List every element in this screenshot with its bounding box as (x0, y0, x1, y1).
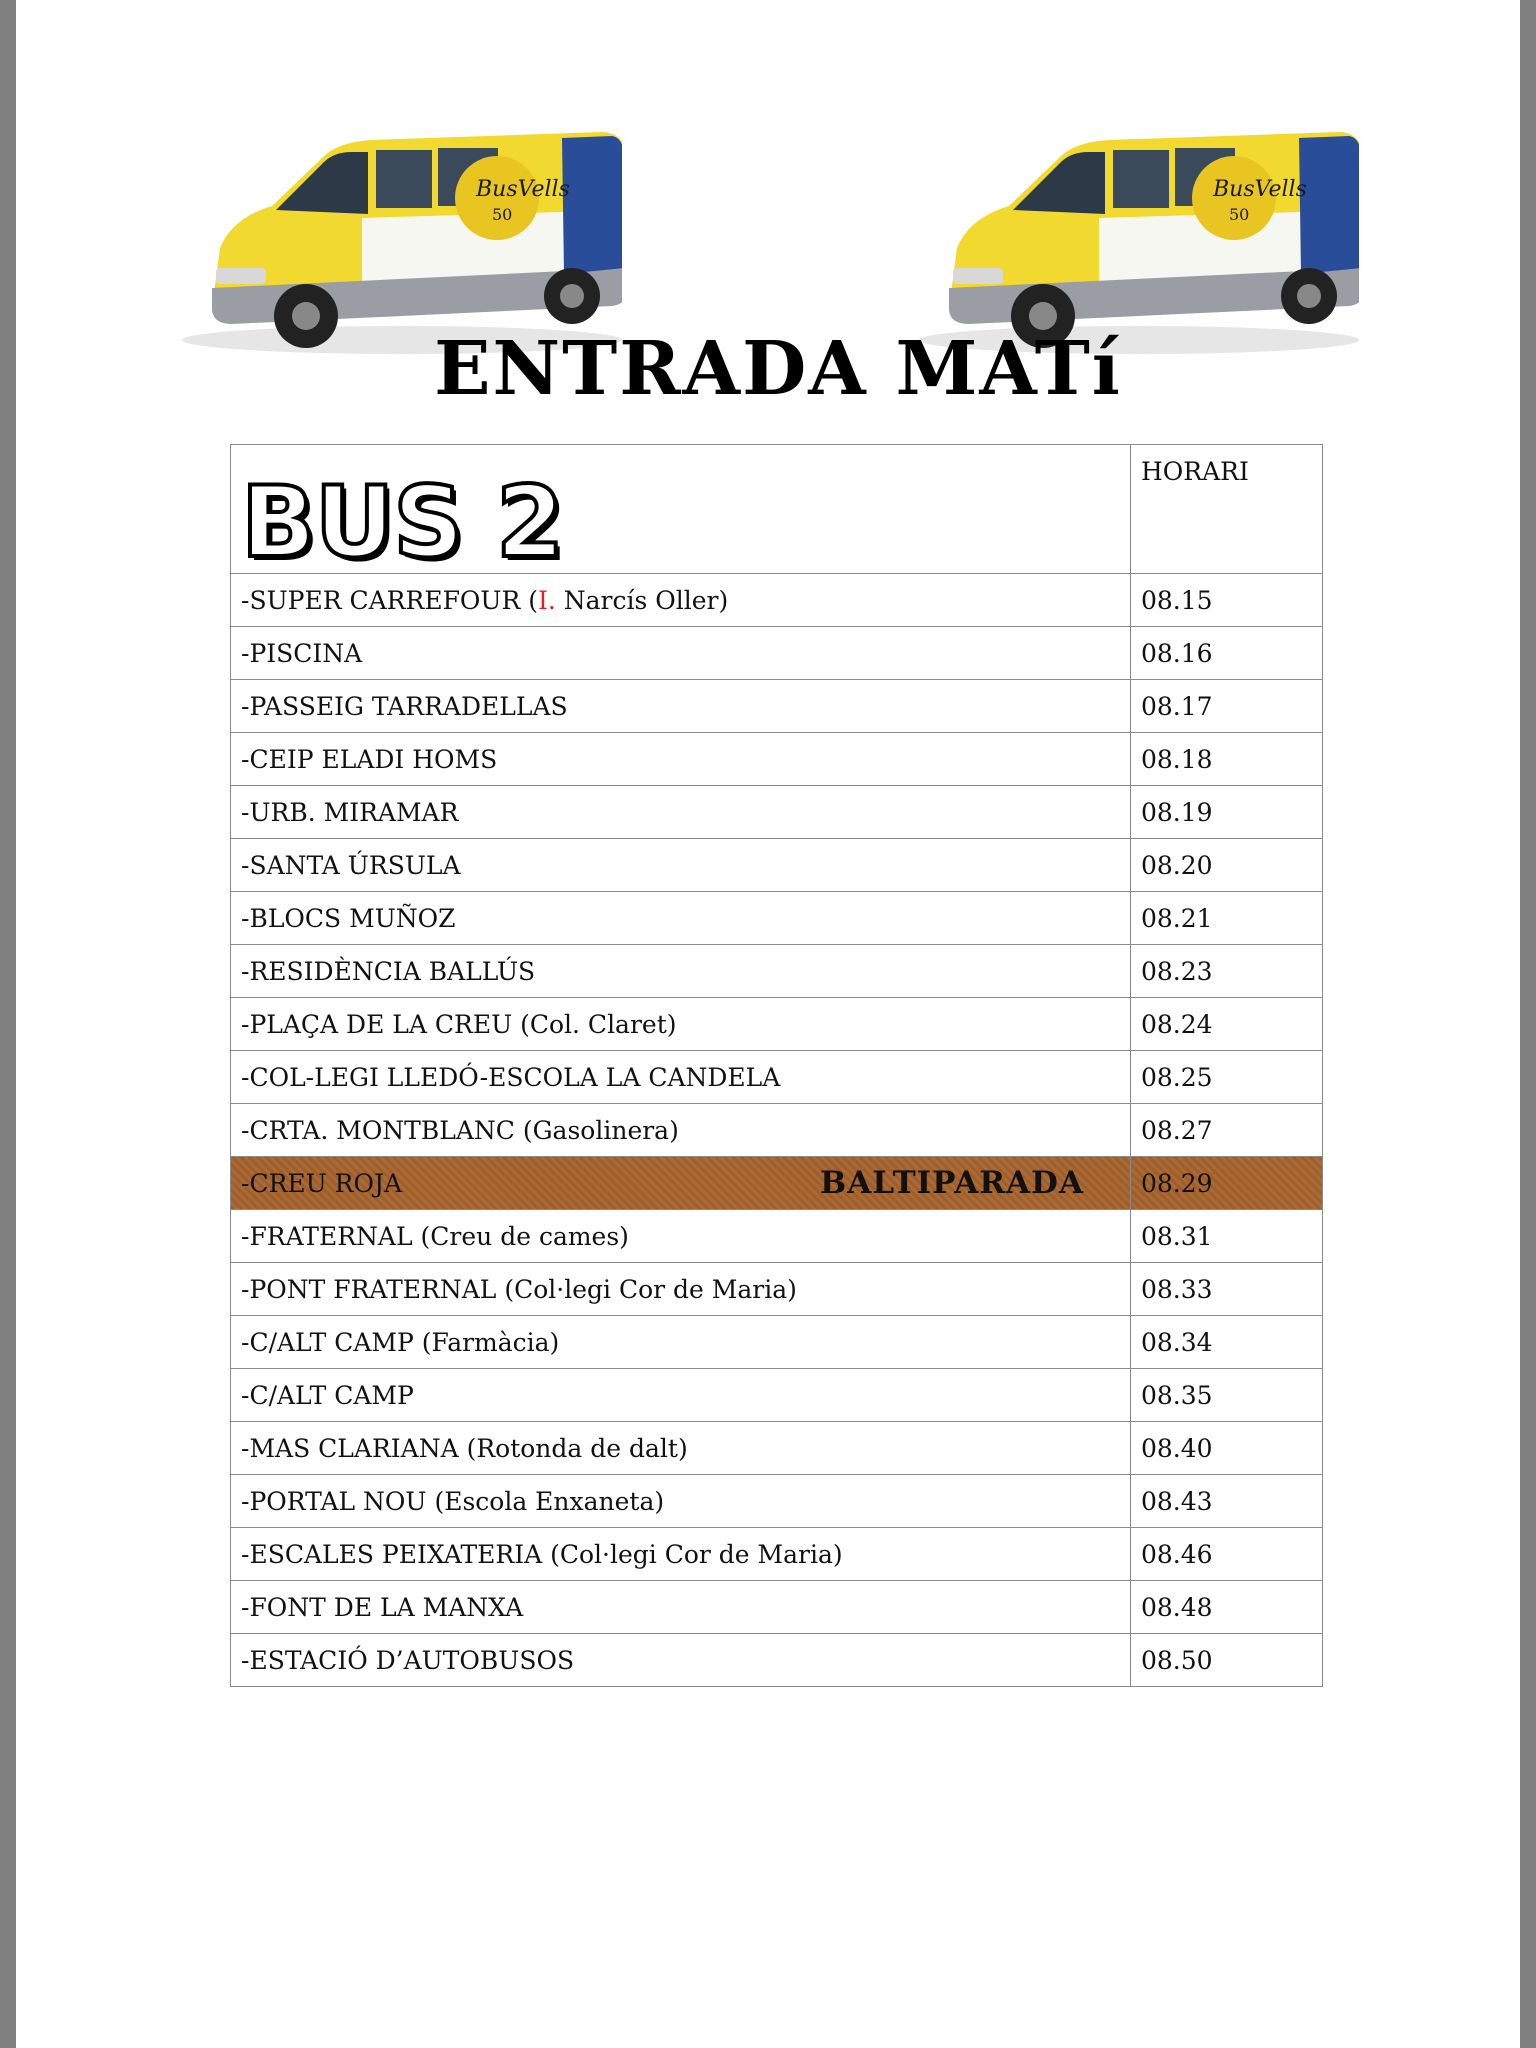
table-row (231, 839, 1323, 892)
table-row (231, 627, 1323, 680)
stop-name-cell (231, 1422, 1131, 1475)
stop-name-cell (231, 1316, 1131, 1369)
table-row-highlighted (231, 1157, 1323, 1210)
stop-name-cell (231, 680, 1131, 733)
stop-time: 08.43 (1131, 1475, 1323, 1528)
stop-time: 08.19 (1131, 786, 1323, 839)
stop-name-cell (231, 627, 1131, 680)
stop-name: -ESTACIÓ D’AUTOBUSOS (241, 1645, 575, 1675)
stop-name-red-part: I. (538, 585, 556, 615)
bus-name-cell (231, 445, 1131, 580)
stop-time: 08.20 (1131, 839, 1323, 892)
bus-schedule-table (230, 444, 1323, 1687)
stop-name-rest: Narcís Oller) (555, 585, 729, 615)
stop-name: -PASSEIG TARRADELLAS (241, 691, 568, 721)
table-row (231, 786, 1323, 839)
stop-name: -PLAÇA DE LA CREU (Col. Claret) (241, 1009, 677, 1039)
stop-name: -RESIDÈNCIA BALLÚS (241, 956, 536, 986)
time-header-cell (1131, 445, 1323, 574)
stop-time: 08.40 (1131, 1422, 1323, 1475)
table-row (231, 680, 1323, 733)
stop-name-cell (231, 1263, 1131, 1316)
stop-name-cell (231, 892, 1131, 945)
table-row (231, 1581, 1323, 1634)
stop-name: -PISCINA (241, 638, 363, 668)
stop-name: -FRATERNAL (Creu de cames) (241, 1221, 629, 1251)
stop-time: 08.27 (1131, 1104, 1323, 1157)
stop-time: 08.46 (1131, 1528, 1323, 1581)
bus-name: BUS 2 (241, 466, 564, 580)
table-row (231, 733, 1323, 786)
table-row (231, 1369, 1323, 1422)
stop-name-cell (231, 1528, 1131, 1581)
bus-van-illustration-left (172, 118, 622, 358)
stop-name: -SUPER CARREFOUR ( (241, 585, 538, 615)
stop-name: -BLOCS MUÑOZ (241, 903, 456, 933)
stop-time: 08.34 (1131, 1316, 1323, 1369)
stop-name: -COL-LEGI LLEDÓ-ESCOLA LA CANDELA (241, 1062, 781, 1092)
stop-name-cell (231, 839, 1131, 892)
page-title: ENTRADA MATí (434, 326, 1122, 412)
van-brand-text-right: BusVells (1213, 177, 1307, 202)
stop-time: 08.29 (1131, 1157, 1323, 1210)
stop-time: 08.35 (1131, 1369, 1323, 1422)
stop-time: 08.50 (1131, 1634, 1323, 1687)
stop-name-cell (231, 1475, 1131, 1528)
table-row (231, 1210, 1323, 1263)
van-brand-text-left: BusVells (476, 177, 570, 202)
table-row (231, 574, 1323, 627)
table-row (231, 1263, 1323, 1316)
stop-tag: BALTIPARADA (820, 1165, 1084, 1201)
stop-name: -SANTA ÚRSULA (241, 850, 461, 880)
stop-name-cell (231, 945, 1131, 998)
stop-name: -ESCALES PEIXATERIA (Col·legi Cor de Maria) (241, 1539, 843, 1569)
table-row (231, 1634, 1323, 1687)
stop-name-cell (231, 1581, 1131, 1634)
stop-name: -PONT FRATERNAL (Col·legi Cor de Maria) (241, 1274, 797, 1304)
stop-name: -MAS CLARIANA (Rotonda de dalt) (241, 1433, 688, 1463)
stop-name: -CRTA. MONTBLANC (Gasolinera) (241, 1115, 679, 1145)
stop-name-cell (231, 1104, 1131, 1157)
table-row (231, 945, 1323, 998)
stop-time: 08.48 (1131, 1581, 1323, 1634)
table-header-row (231, 445, 1323, 574)
stop-name-cell (231, 1210, 1131, 1263)
stop-name: -URB. MIRAMAR (241, 797, 459, 827)
table-row (231, 892, 1323, 945)
stop-name: -C/ALT CAMP (Farmàcia) (241, 1327, 560, 1357)
van-badge-text-right: 50 (1229, 205, 1250, 224)
table-row (231, 1422, 1323, 1475)
stop-name-cell (231, 786, 1131, 839)
stop-name: -FONT DE LA MANXA (241, 1592, 524, 1622)
table-row (231, 1316, 1323, 1369)
stop-name-cell (231, 1634, 1131, 1687)
stop-name: -CREU ROJA (241, 1168, 403, 1198)
stop-time: 08.25 (1131, 1051, 1323, 1104)
stop-name: -C/ALT CAMP (241, 1380, 414, 1410)
van-badge-text-left: 50 (492, 205, 513, 224)
stop-name-cell (231, 998, 1131, 1051)
stop-time: 08.15 (1131, 574, 1323, 627)
table-row (231, 1475, 1323, 1528)
stop-time: 08.23 (1131, 945, 1323, 998)
stop-time: 08.33 (1131, 1263, 1323, 1316)
stop-name: -PORTAL NOU (Escola Enxaneta) (241, 1486, 665, 1516)
stop-name-cell (231, 733, 1131, 786)
table-row (231, 1051, 1323, 1104)
stop-name: -CEIP ELADI HOMS (241, 744, 498, 774)
table-row (231, 998, 1323, 1051)
stop-time: 08.24 (1131, 998, 1323, 1051)
stop-time: 08.18 (1131, 733, 1323, 786)
stop-time: 08.31 (1131, 1210, 1323, 1263)
document-page (16, 0, 1520, 2048)
stop-name-cell (231, 574, 1131, 627)
time-column-header: HORARI (1141, 457, 1249, 486)
stop-name-cell (231, 1369, 1131, 1422)
table-row (231, 1104, 1323, 1157)
stop-name-cell (231, 1051, 1131, 1104)
stop-time: 08.16 (1131, 627, 1323, 680)
stop-name-cell (231, 1157, 1131, 1210)
table-row (231, 1528, 1323, 1581)
stop-time: 08.21 (1131, 892, 1323, 945)
bus-van-illustration-right (909, 118, 1359, 358)
stop-time: 08.17 (1131, 680, 1323, 733)
